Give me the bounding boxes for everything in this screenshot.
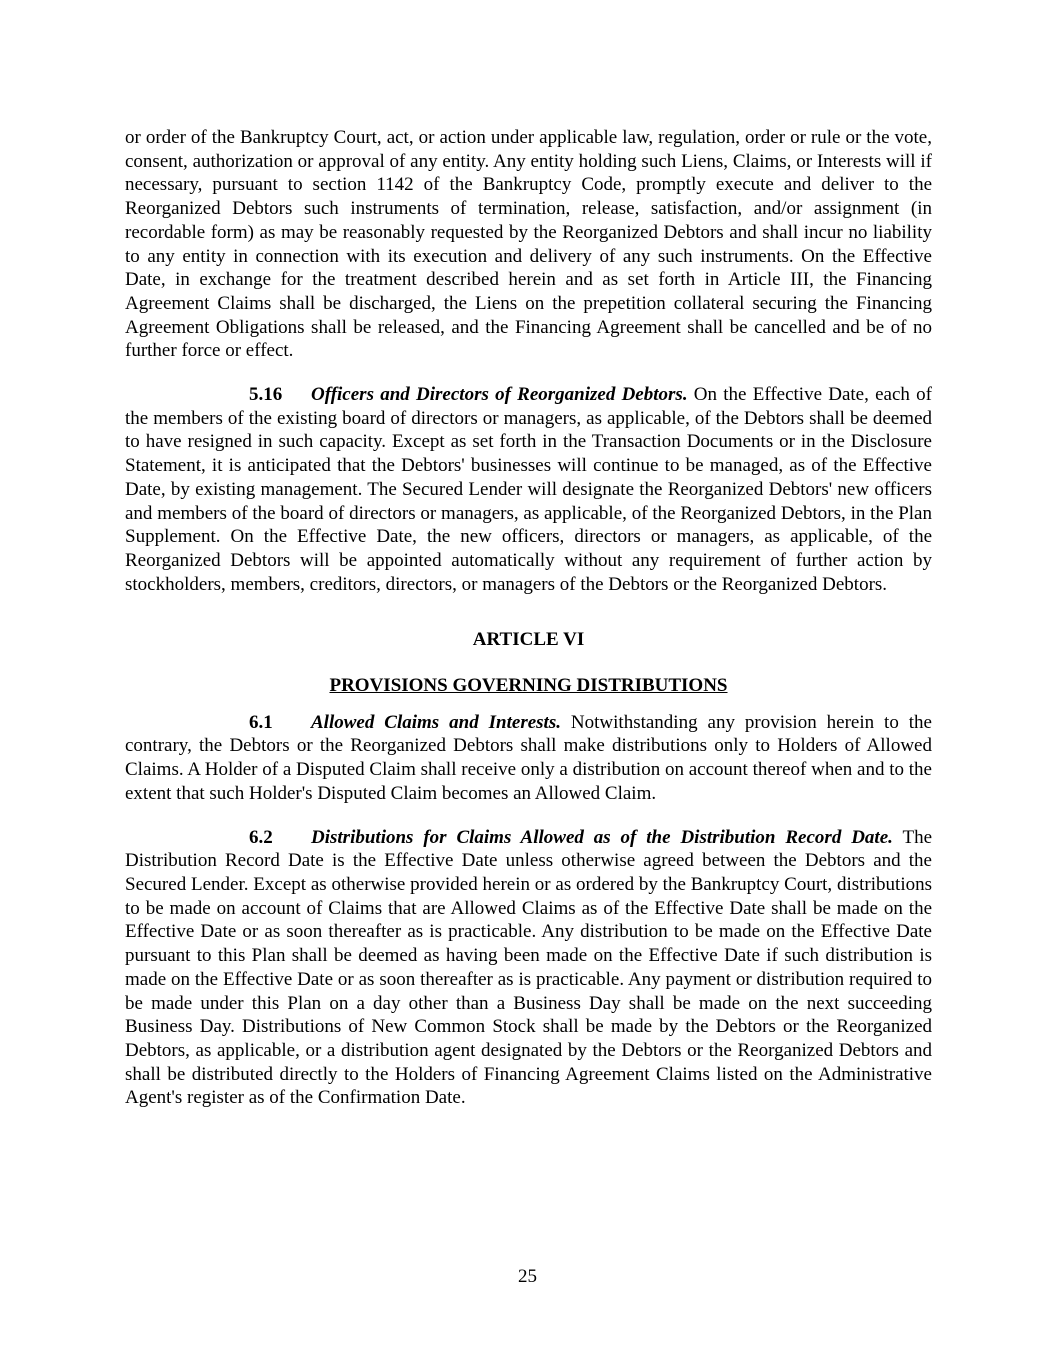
page-number: 25 (518, 1266, 537, 1287)
section-title-period: . (556, 711, 561, 733)
section-number: 6.2 (249, 826, 273, 848)
section-6-1 (125, 711, 932, 806)
section-number: 6.1 (249, 711, 273, 733)
article-title: PROVISIONS GOVERNING DISTRIBUTIONS (329, 675, 728, 697)
section-title: Officers and Directors of Reorganized Debtors (311, 384, 683, 406)
section-title: Allowed Claims and Interests (311, 711, 557, 733)
section-title-period: . (888, 826, 893, 848)
section-body: The Distribution Record Date is the Effective Date unless otherwise agreed between the Debtors and the Secured Lender. Except as otherwise provided herein or as ordered by the Bankruptcy Court, distributions to be made on account of Claims that are Allowed Claims as of the Effective Date shall be made on the Effective Date or as soon thereafter as is practicable. Any distribution to be made on the Effective Date pursuant to this Plan shall be deemed as having been made on the Effective Date if such distribution is made on the Effective Date or as soon thereafter as is practicable. Any payment or distribution required to be made under this Plan on a day other than a Business Day shall be made on the next succeeding Business Day. Distributions of New Common Stock shall be made by the Debtors or the Reorganized Debtors, as applicable, or a distribution agent designated by the Debtors or the Reorganized Debtors and shall be distributed directly to the Holders of Financing Agreement Claims listed on the Administrative Agent's register as of the Confirmation Date. (125, 826, 932, 1109)
section-5-16 (125, 383, 932, 596)
paragraph-continuation: or order of the Bankruptcy Court, act, or action under applicable law, regulation, order or rule or the vote, consent, authorization or approval of any entity. Any entity holding such Liens, Claims, or Interests will if necessary, pursuant to section 1142 of the Bankruptcy Code, promptly execute and deliver to the Reorganized Debtors such instruments of termination, release, satisfaction, and/or assignment (in recordable form) as may be reasonably requested by the Reorganized Debtors and shall incur no liability to any entity in connection with its execution and delivery of any such instruments. On the Effective Date, in exchange for the treatment described herein and as set forth in Article III, the Financing Agreement Claims shall be discharged, the Liens on the prepetition collateral securing the Financing Agreement Obligations shall be released, and the Financing Agreement shall be cancelled and be of no further force or effect. (125, 127, 932, 362)
section-title: Distributions for Claims Allowed as of the Distribution Record Date (311, 826, 889, 848)
section-body: On the Effective Date, each of the members of the existing board of directors or managers, as applicable, of the Debtors shall be deemed to have resigned in such capacity. Except as set forth in the Transaction Documents or in the Disclosure Statement, it is anticipated that the Debtors' businesses will continue to be managed, as of the Effective Date, by existing management. The Secured Lender will designate the Reorganized Debtors' new officers and members of the board of directors or managers, as applicable, of the Reorganized Debtors, in the Plan Supplement. On the Effective Date, the new officers, directors or managers, as applicable, of the Reorganized Debtors will be appointed automatically without any requirement of further action by stockholders, members, creditors, directors, or managers of the Debtors or the Reorganized Debtors. (125, 384, 932, 595)
article-heading: ARTICLE VI (472, 629, 585, 651)
section-number: 5.16 (249, 384, 283, 406)
section-body: Notwithstanding any provision herein to the contrary, the Debtors or the Reorganized Debtors shall make distributions only to Holders of Allowed Claims. A Holder of a Disputed Claim shall receive only a distribution on account thereof when and to the extent that such Holder's Disputed Claim becomes an Allowed Claim. (125, 711, 932, 804)
section-title-period: . (682, 384, 688, 406)
section-6-2 (125, 826, 932, 1110)
page-content (125, 126, 932, 1130)
